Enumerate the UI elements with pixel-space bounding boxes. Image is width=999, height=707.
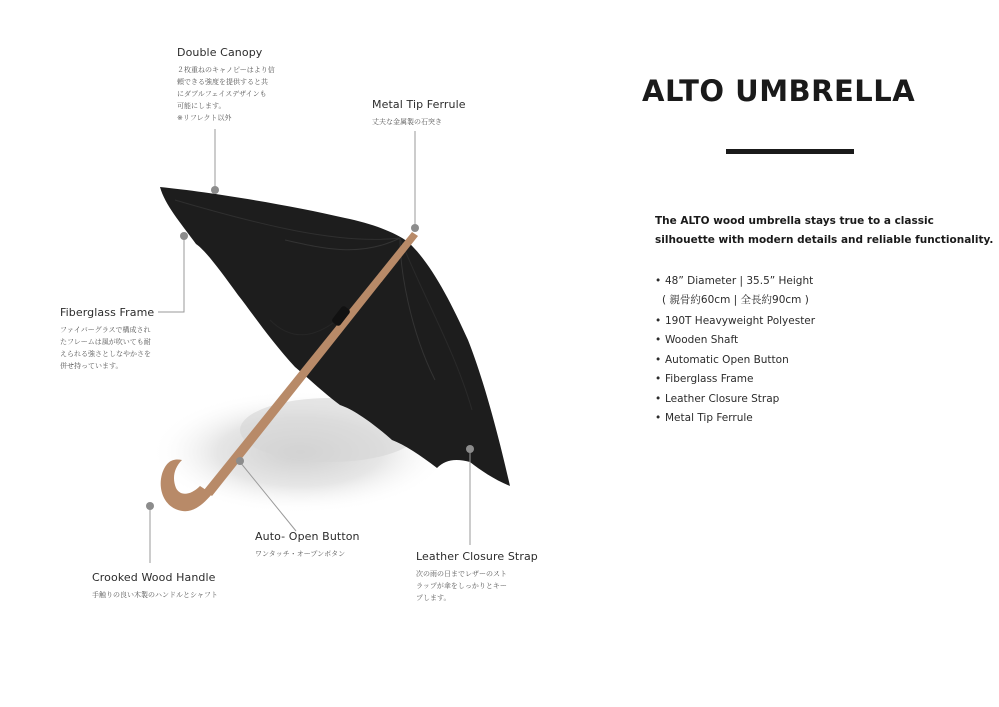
callout-description: ファイバーグラスで構成され たフレームは風が吹いても耐 えられる強さとしなやかさを 併せ持っています。 [60,326,151,370]
callout-double-canopy [177,46,275,124]
title-underline [726,149,854,154]
callout-description: 次の雨の日までレザーのスト ラップが傘をしっかりとキー プします。 [416,570,507,602]
dot-metal-tip [411,224,419,232]
callout-title: Double Canopy [177,46,263,59]
dot-wood-handle [146,502,154,510]
callout-crooked-wood-handle [92,571,218,601]
callout-fiberglass-frame [60,306,154,372]
spec-item-fabric: • 190T Heavyweight Polyester [655,314,816,327]
spec-item-open-button: • Automatic Open Button [655,353,789,366]
dot-leather-strap [466,445,474,453]
dot-double-canopy [211,186,219,194]
callout-metal-tip-ferrule [372,98,466,128]
callout-title: Auto- Open Button [255,530,360,543]
spec-item-frame: • Fiberglass Frame [655,373,754,385]
spec-list [655,272,815,429]
callout-title: Metal Tip Ferrule [372,98,466,111]
callout-description: 手触りの良い木製のハンドルとシャフト [92,591,218,599]
description-line: silhouette with modern details and reliable functionality. [655,234,994,246]
callout-leather-closure-strap [416,550,538,604]
dot-auto-open [236,457,244,465]
callout-auto-open-button [255,530,360,560]
callout-title: Crooked Wood Handle [92,571,216,584]
spec-item-strap: • Leather Closure Strap [655,392,780,405]
product-title: ALTO UMBRELLA [642,74,916,108]
spec-item-dimensions-metric: ( 親骨約60cm | 全長約90cm ) [662,293,809,306]
callout-description: ワンタッチ・オープンボタン [255,550,346,558]
callout-title: Leather Closure Strap [416,550,538,563]
product-description [655,212,994,250]
callout-description: 丈夫な金属製の石突き [372,118,442,126]
description-line: The ALTO wood umbrella stays true to a classic [655,215,934,227]
callout-description: ２枚重ねのキャノピーはより信 頼できる強度を提供すると共 にダブルフェイスデザインも 可能にします。 ※リフレクト以外 [177,66,275,122]
spec-item-shaft: • Wooden Shaft [655,334,739,346]
dot-fiberglass [180,232,188,240]
callout-title: Fiberglass Frame [60,306,155,319]
leader-line-fiberglass [158,237,184,312]
spec-item-dimensions: • 48” Diameter | 35.5” Height ( 親骨約60cm | 全長約90cm ) [655,275,814,306]
spec-item-ferrule: • Metal Tip Ferrule [655,412,753,424]
